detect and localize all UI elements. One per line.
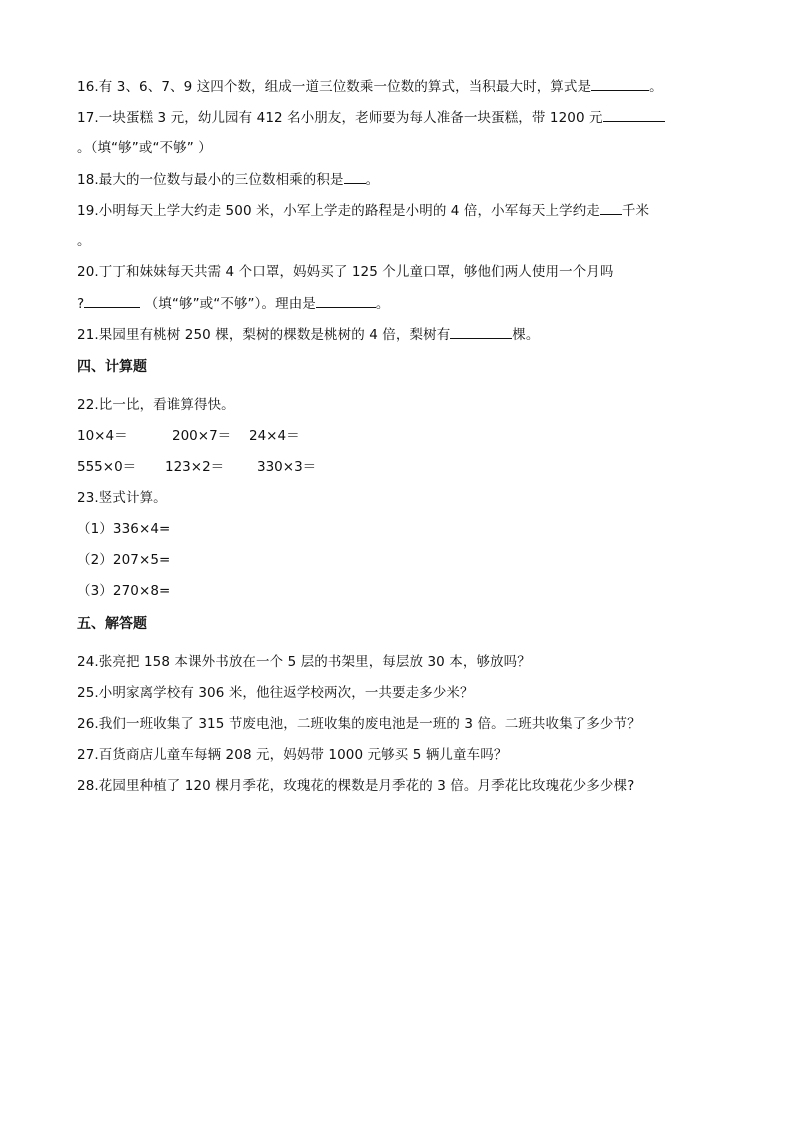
- answer-blank[interactable]: [84, 293, 140, 308]
- question-16: [77, 76, 727, 107]
- vertical-calc-item: （2）207×5=: [77, 552, 171, 568]
- question-26: 26.我们一班收集了 315 节废电池，二班收集的废电池是一班的 3 倍。二班共收集了多少节？: [77, 716, 641, 732]
- question-21-end: 棵。: [512, 327, 540, 343]
- calc-item: 10×4＝: [77, 428, 128, 444]
- calc-item: 200×7＝: [172, 428, 232, 444]
- answer-blank[interactable]: [603, 107, 665, 122]
- question-20: [77, 262, 727, 282]
- worksheet-page: [77, 76, 727, 807]
- question-21-text: 21.果园里有桃树 250 棵，梨树的棵数是桃树的 4 倍，梨树有: [77, 327, 451, 343]
- question-19-text: 19.小明每天上学大约走 500 米，小军上学走的路程是小明的 4 倍，小军每天上学约走: [77, 203, 600, 219]
- question-19: [77, 200, 727, 220]
- calc-item: 555×0＝: [77, 459, 137, 475]
- question-28: 28.花园里种植了 120 棵月季花，玫瑰花的棵数是月季花的 3 倍。月季花比玫瑰花少多少棵?: [77, 778, 635, 794]
- answer-blank[interactable]: [450, 324, 512, 339]
- question-20-cont-mid: （填“够”或“不够”）。理由是: [144, 296, 316, 312]
- question-25: 25.小明家离学校有 306 米，他往返学校两次，一共要走多少米？: [77, 685, 474, 701]
- section-4-title: 四、计算题: [77, 359, 147, 375]
- calc-row-2: [77, 457, 727, 488]
- question-17-continuation: [77, 127, 727, 158]
- calc-item: 330×3＝: [257, 459, 317, 475]
- question-18: [77, 169, 727, 200]
- reason-blank[interactable]: [316, 293, 376, 308]
- question-22: 22.比一比，看谁算得快。: [77, 397, 235, 413]
- calc-item: 123×2＝: [165, 459, 225, 475]
- calc-row-1: [77, 426, 727, 457]
- question-17-text: 17.一块蛋糕 3 元，幼儿园有 412 名小朋友，老师要为每人准备一块蛋糕，带 1200 元: [77, 110, 603, 126]
- vertical-calc-item: （1）336×4=: [77, 521, 171, 537]
- question-20-cont-end: 。: [375, 296, 390, 312]
- question-24: 24.张亮把 158 本课外书放在一个 5 层的书架里，每层放 30 本，够放吗？: [77, 654, 531, 670]
- question-17-cont: 。（填“够”或“不够” ）: [77, 140, 212, 156]
- question-27: 27.百货商店儿童车每辆 208 元，妈妈带 1000 元够买 5 辆儿童车吗？: [77, 747, 508, 763]
- question-20-continuation: [77, 282, 727, 313]
- question-19-continuation: [77, 220, 727, 251]
- answer-blank[interactable]: [344, 169, 366, 184]
- vertical-calc-item: （3）270×8=: [77, 583, 171, 599]
- question-16-end: 。: [649, 79, 663, 95]
- question-19-cont: 。: [77, 233, 91, 249]
- question-20-text: 20.丁丁和妹妹每天共需 4 个口罩，妈妈买了 125 个儿童口罩，够他们两人使用一个月吗: [77, 264, 614, 280]
- question-16-text: 16.有 3、6、7、9 这四个数，组成一道三位数乘一位数的算式，当积最大时，算式是: [77, 79, 592, 95]
- question-18-end: 。: [365, 172, 380, 188]
- answer-blank[interactable]: [591, 76, 649, 91]
- section-5-title: 五、解答题: [77, 616, 147, 632]
- question-23: 23.竖式计算。: [77, 490, 167, 506]
- calc-item: 24×4＝: [249, 428, 300, 444]
- question-21: [77, 324, 727, 355]
- question-19-end: 千米: [621, 203, 650, 219]
- question-20-cont-start: ?: [77, 296, 85, 312]
- question-17: [77, 107, 727, 127]
- question-18-text: 18.最大的一位数与最小的三位数相乘的积是: [77, 172, 344, 188]
- answer-blank[interactable]: [600, 200, 622, 215]
